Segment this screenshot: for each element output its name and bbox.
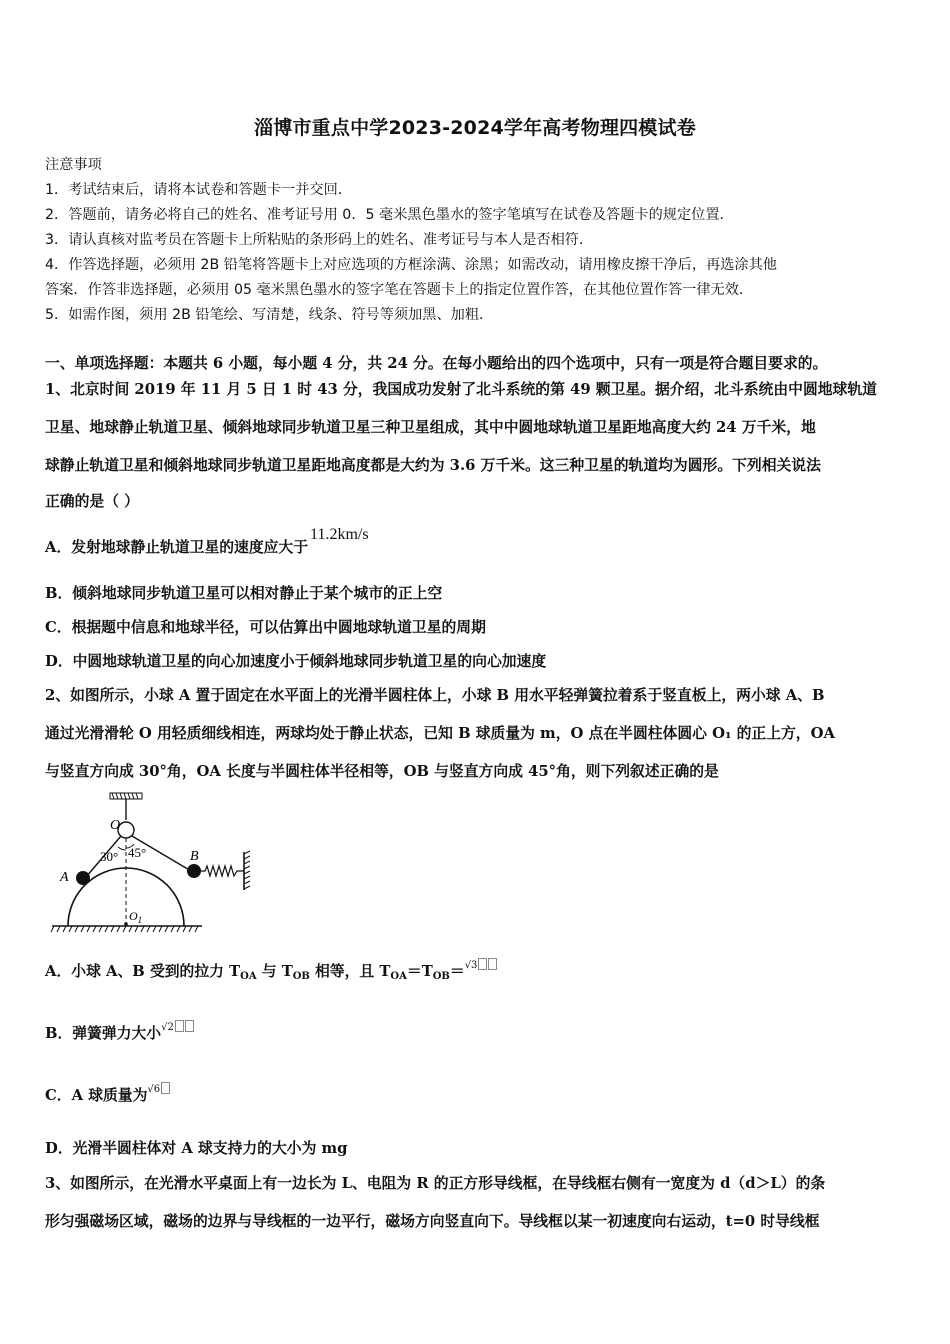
wall-hatch — [244, 851, 250, 890]
q2-stem-line: 与竖直方向成 30°角，OA 长度与半圆柱体半径相等，OB 与竖直方向成 45°角，则下列叙述正确的是 — [45, 763, 719, 780]
q2-option-b — [45, 1020, 194, 1043]
q1-option-a-value: 11.2km/s — [310, 526, 369, 543]
notice-item: 2．答题前，请务必将自己的姓名、准考证号用 0．5 毫米黑色墨水的签字笔填写在试卷及答题卡的规定位置． — [45, 207, 734, 223]
q2-option-a-sub: OA — [390, 971, 407, 982]
q2-option-a-sub: OA — [240, 971, 257, 982]
q2-option-b-sqrt: √2 — [161, 1022, 174, 1033]
missing-glyph-box — [488, 958, 497, 970]
spring — [201, 866, 244, 876]
q1-stem-line: 球静止轨道卫星和倾斜地球同步轨道卫星距地高度都是大约为 3.6 万千米。这三种卫星的轨道均为圆形。下列相关说法 — [45, 457, 821, 474]
notice-item: 答案．作答非选择题，必须用 05 毫米黑色墨水的签字笔在答题卡上的指定位置作答，在其他位置作答一律无效． — [45, 282, 754, 298]
label-b: B — [190, 849, 199, 864]
q2-option-a-part: ＝ — [449, 963, 465, 980]
q1-option-a-text: A．发射地球静止轨道卫星的速度应大于 — [45, 539, 309, 556]
q2-option-b-text: B．弹簧弹力大小 — [45, 1025, 162, 1042]
q3-stem-line: 3、如图所示，在光滑水平桌面上有一边长为 L、电阻为 R 的正方形导线框，在导线框右侧有一宽度为 d（d＞L）的条 — [45, 1175, 826, 1192]
q2-option-d: D．光滑半圆柱体对 A 球支持力的大小为 mg — [45, 1140, 348, 1157]
q2-option-a-part: 与 T — [256, 963, 293, 980]
q2-option-c-sqrt: √6 — [147, 1084, 161, 1095]
angle-30: 30° — [100, 849, 119, 864]
notice-heading: 注意事项 — [45, 157, 102, 173]
center-o1 — [124, 922, 128, 926]
q2-option-a-sub: OB — [432, 971, 450, 982]
q3-stem-line: 形匀强磁场区域，磁场的边界与导线框的一边平行，磁场方向竖直向下。导线框以某一初速度向右运动，t=0 时导线框 — [45, 1213, 820, 1230]
section-heading: 一、单项选择题：本题共 6 小题，每小题 4 分，共 24 分。在每小题给出的四个选项中，只有一项是符合题目要求的。 — [45, 355, 828, 372]
ball-b — [187, 864, 201, 878]
missing-glyph-box — [185, 1020, 194, 1032]
q2-option-c-text: C．A 球质量为 — [45, 1087, 148, 1104]
ground-hatch — [51, 926, 202, 932]
q2-option-a-sub: OB — [292, 971, 310, 982]
notice-item: 1．考试结束后，请将本试卷和答题卡一并交回． — [45, 182, 352, 198]
q2-option-a-part: 相等，且 T — [309, 963, 391, 980]
q1-option-d: D．中圆地球轨道卫星的向心加速度小于倾斜地球同步轨道卫星的向心加速度 — [45, 653, 547, 670]
q1-stem-line: 卫星、地球静止轨道卫星、倾斜地球同步轨道卫星三种卫星组成，其中中圆地球轨道卫星距地高度大约 24 万千米，地 — [45, 419, 816, 436]
q1-option-c: C．根据题中信息和地球半径，可以估算出中圆地球轨道卫星的周期 — [45, 619, 486, 636]
angle-arc-30 — [118, 847, 126, 850]
q2-stem-line: 2、如图所示，小球 A 置于固定在水平面上的光滑半圆柱体上，小球 B 用水平轻弹簧拉着系于竖直板上，两小球 A、B — [45, 687, 825, 704]
missing-glyph-box — [161, 1082, 170, 1094]
angle-45: 45° — [128, 845, 147, 860]
ball-a — [76, 871, 90, 885]
label-o1: $O_1$ — [129, 909, 143, 925]
notice-item: 4．作答选择题，必须用 2B 铅笔将答题卡上对应选项的方框涂满、涂黑；如需改动，请用橡皮擦干净后，再选涂其他 — [45, 257, 777, 273]
q1-stem-line: 1、北京时间 2019 年 11 月 5 日 1 时 43 分，我国成功发射了北斗系统的第 49 颗卫星。据介绍，北斗系统由中圆地球轨道 — [45, 381, 877, 398]
q2-option-c — [45, 1082, 170, 1105]
q1-option-b: B．倾斜地球同步轨道卫星可以相对静止于某个城市的正上空 — [45, 585, 443, 602]
label-a: A — [60, 870, 69, 885]
missing-glyph-box — [175, 1020, 184, 1032]
q2-stem-line: 通过光滑滑轮 O 用轻质细线相连，两球均处于静止状态，已知 B 球质量为 m，O 点在半圆柱体圆心 O₁ 的正上方，OA — [45, 725, 835, 742]
notice-item: 3．请认真核对监考员在答题卡上所粘贴的条形码上的姓名、准考证号与本人是否相符． — [45, 232, 594, 248]
q1-stem-line: 正确的是（ ） — [45, 493, 139, 510]
missing-glyph-box — [478, 958, 487, 970]
q2-figure — [48, 790, 258, 935]
ceiling-hatch — [110, 793, 142, 799]
q1-option-a — [45, 526, 369, 557]
q2-option-a-part: ＝T — [406, 963, 433, 980]
q2-option-a-part: A．小球 A、B 受到的拉力 T — [45, 963, 241, 980]
q2-option-a — [45, 958, 497, 981]
label-o: O — [110, 818, 121, 833]
pulley — [118, 822, 134, 838]
q2-option-a-sqrt: √3 — [464, 960, 478, 971]
page-title: 淄博市重点中学2023-2024学年高考物理四模试卷 — [254, 117, 696, 139]
notice-item: 5．如需作图，须用 2B 铅笔绘、写清楚，线条、符号等须加黑、加粗． — [45, 307, 494, 323]
